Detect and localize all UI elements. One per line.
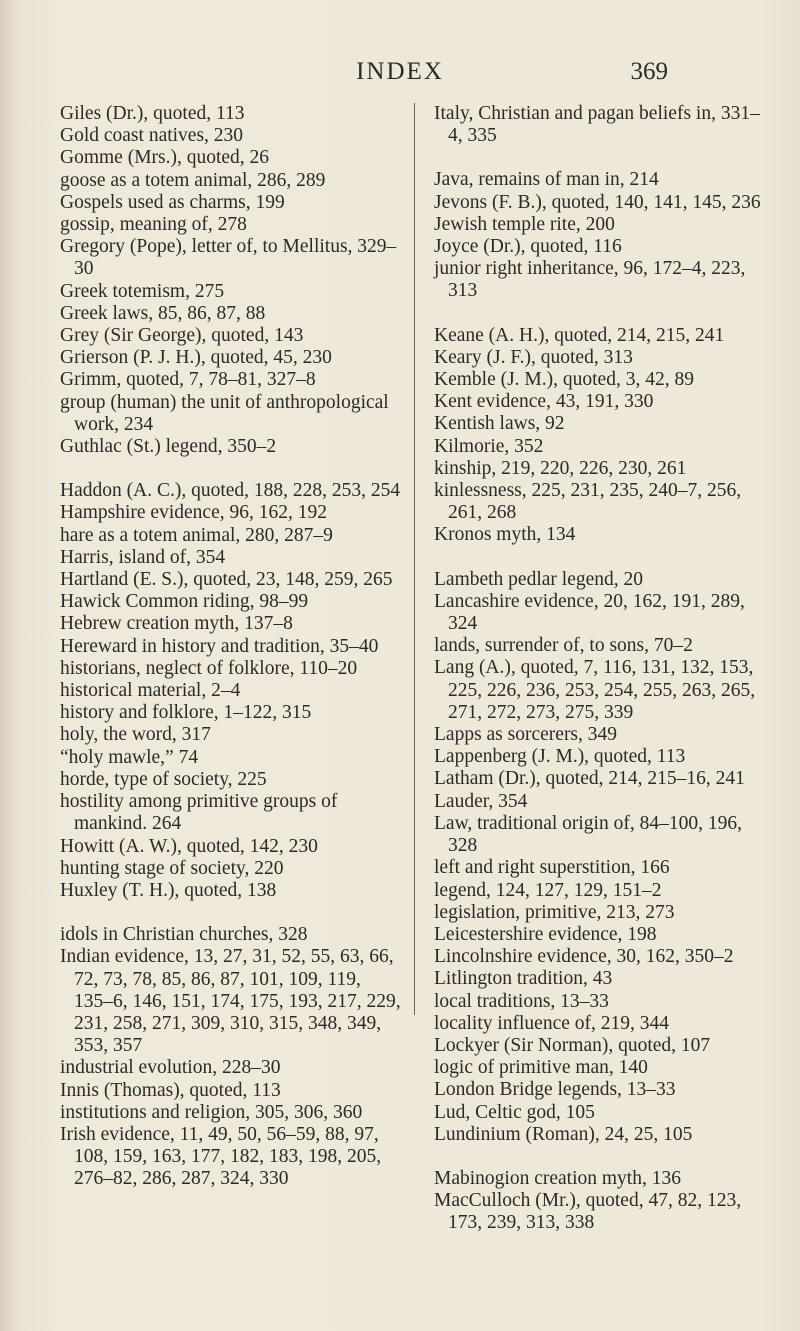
index-entry: lands, surrender of, to sons, 70–2 <box>434 635 693 657</box>
index-entry: Grey (Sir George), quoted, 143 <box>60 325 304 347</box>
index-entry: Grierson (P. J. H.), quoted, 45, 230 <box>60 347 332 369</box>
index-entry: Grimm, quoted, 7, 78–81, 327–8 <box>60 369 316 391</box>
index-entry: Law, traditional origin of, 84–100, 196, 328 <box>434 812 742 857</box>
index-entry: Mabinogion creation myth, 136 <box>434 1167 681 1189</box>
index-entry: Lancashire evidence, 20, 162, 191, 289, 324 <box>434 590 745 635</box>
index-entry: history and folklore, 1–122, 315 <box>60 702 312 724</box>
index-entry: Kent evidence, 43, 191, 330 <box>434 391 654 413</box>
section-gap <box>60 902 402 924</box>
index-group-m <box>434 1168 774 1235</box>
index-entry: Joyce (Dr.), quoted, 116 <box>434 236 622 258</box>
index-entry: Litlington tradition, 43 <box>434 968 613 990</box>
index-group-l <box>434 569 774 1146</box>
index-entry: Lauder, 354 <box>434 790 528 812</box>
index-entry: Kentish laws, 92 <box>434 413 565 435</box>
index-entry: Keary (J. F.), quoted, 313 <box>434 346 633 368</box>
index-entry: Gold coast natives, 230 <box>60 125 244 147</box>
index-group-j <box>434 169 774 302</box>
index-entry: Howitt (A. W.), quoted, 142, 230 <box>60 835 318 857</box>
index-group-g <box>60 103 402 458</box>
index-entry: locality influence of, 219, 344 <box>434 1012 670 1034</box>
index-entry: Hebrew creation myth, 137–8 <box>60 613 293 635</box>
index-entry: Lapps as sorcerers, 349 <box>434 724 618 746</box>
index-entry: Lang (A.), quoted, 7, 116, 131, 132, 153, 225, 226, 236, 253, 254, 255, 263, 265, 271, 272, 273, 275, 339 <box>434 657 756 723</box>
index-group-italy <box>434 103 774 147</box>
index-entry: Jewish temple rite, 200 <box>434 213 615 235</box>
index-entry: holy, the word, 317 <box>60 724 211 746</box>
index-column-left <box>60 103 402 1191</box>
index-entry: London Bridge legends, 13–33 <box>434 1079 676 1101</box>
index-entry: logic of primitive man, 140 <box>434 1057 648 1079</box>
index-entry: Lambeth pedlar legend, 20 <box>434 568 644 590</box>
index-entry: left and right superstition, 166 <box>434 857 670 879</box>
section-gap <box>434 1146 774 1168</box>
index-entry: hare as a totem animal, 280, 287–9 <box>60 524 333 546</box>
section-gap <box>60 458 402 480</box>
index-entry: Hampshire evidence, 96, 162, 192 <box>60 502 327 524</box>
index-entry: local traditions, 13–33 <box>434 990 609 1012</box>
index-entry: legend, 124, 127, 129, 151–2 <box>434 879 662 901</box>
index-entry: Italy, Christian and pagan beliefs in, 331–4, 335 <box>434 103 760 147</box>
index-entry: Gregory (Pope), letter of, to Mellitus, 329–30 <box>60 236 397 280</box>
index-entry: hunting stage of society, 220 <box>60 857 284 879</box>
index-group-h <box>60 480 402 902</box>
index-entry: group (human) the unit of anthropological work, 234 <box>60 391 389 435</box>
index-entry: Lincolnshire evidence, 30, 162, 350–2 <box>434 946 734 968</box>
index-entry: Irish evidence, 11, 49, 50, 56–59, 88, 97, 108, 159, 163, 177, 182, 183, 198, 205, 276–82, 286, 287, 324, 330 <box>60 1123 382 1190</box>
index-entry: Leicestershire evidence, 198 <box>434 923 657 945</box>
index-entry: institutions and religion, 305, 306, 360 <box>60 1101 363 1123</box>
index-entry: Lundinium (Roman), 24, 25, 105 <box>434 1123 693 1145</box>
index-entry: hostility among primitive groups of mankind. 264 <box>60 791 338 835</box>
index-entry: Lud, Celtic god, 105 <box>434 1101 595 1123</box>
index-group-i <box>60 924 402 1190</box>
index-entry: Gomme (Mrs.), quoted, 26 <box>60 147 270 169</box>
index-entry: gossip, meaning of, 278 <box>60 214 247 236</box>
section-gap <box>434 147 774 169</box>
section-gap <box>434 547 774 569</box>
index-entry: kinlessness, 225, 231, 235, 240–7, 256, 261, 268 <box>434 480 742 524</box>
index-column-right <box>434 103 774 1235</box>
index-entry: Giles (Dr.), quoted, 113 <box>60 103 245 124</box>
index-entry: Greek laws, 85, 86, 87, 88 <box>60 302 266 324</box>
index-entry: Indian evidence, 13, 27, 31, 52, 55, 63, 66, 72, 73, 78, 85, 86, 87, 101, 109, 119, 135–6, 146, 151, 174, 175, 193, 217, 229, 231, 258, 271, 309, 310, 315, 348, 349, 353, 357 <box>60 946 401 1057</box>
index-entry: Java, remains of man in, 214 <box>434 169 659 191</box>
index-entry: Guthlac (St.) legend, 350–2 <box>60 436 277 458</box>
index-entry: Kemble (J. M.), quoted, 3, 42, 89 <box>434 369 694 391</box>
page-title: INDEX <box>356 58 444 85</box>
index-entry: Innis (Thomas), quoted, 113 <box>60 1079 281 1101</box>
index-entry: idols in Christian churches, 328 <box>60 924 308 946</box>
index-entry: goose as a totem animal, 286, 289 <box>60 169 326 191</box>
index-entry: kinship, 219, 220, 226, 230, 261 <box>434 457 687 479</box>
index-entry: Lappenberg (J. M.), quoted, 113 <box>434 746 686 768</box>
index-entry: Harris, island of, 354 <box>60 546 226 568</box>
page-number: 369 <box>630 58 668 85</box>
index-entry: Haddon (A. C.), quoted, 188, 228, 253, 254 <box>60 480 401 502</box>
index-entry: Gospels used as charms, 199 <box>60 191 285 213</box>
index-entry: Hereward in history and tradition, 35–40 <box>60 635 379 657</box>
index-entry: industrial evolution, 228–30 <box>60 1057 281 1079</box>
index-entry: Lockyer (Sir Norman), quoted, 107 <box>434 1034 711 1056</box>
index-entry: “holy mawle,” 74 <box>60 746 199 768</box>
index-entry: historical material, 2–4 <box>60 680 241 702</box>
index-entry: Latham (Dr.), quoted, 214, 215–16, 241 <box>434 768 745 790</box>
index-entry: horde, type of society, 225 <box>60 768 267 790</box>
page-header <box>0 58 800 98</box>
index-entry: Kronos myth, 134 <box>434 524 576 546</box>
index-entry: Keane (A. H.), quoted, 214, 215, 241 <box>434 324 725 346</box>
index-entry: MacCulloch (Mr.), quoted, 47, 82, 123, 173, 239, 313, 338 <box>434 1190 742 1234</box>
index-entry: legislation, primitive, 213, 273 <box>434 901 675 923</box>
column-divider <box>414 103 415 1015</box>
index-entry: Kilmorie, 352 <box>434 435 544 457</box>
index-group-k <box>434 325 774 547</box>
section-gap <box>434 303 774 325</box>
index-entry: junior right inheritance, 96, 172–4, 223, 313 <box>434 258 746 302</box>
index-entry: historians, neglect of folklore, 110–20 <box>60 657 358 679</box>
index-entry: Jevons (F. B.), quoted, 140, 141, 145, 236 <box>434 191 761 213</box>
index-entry: Huxley (T. H.), quoted, 138 <box>60 879 277 901</box>
index-entry: Hartland (E. S.), quoted, 23, 148, 259, 265 <box>60 569 393 591</box>
index-entry: Greek totemism, 275 <box>60 280 225 302</box>
index-entry: Hawick Common riding, 98–99 <box>60 591 309 613</box>
